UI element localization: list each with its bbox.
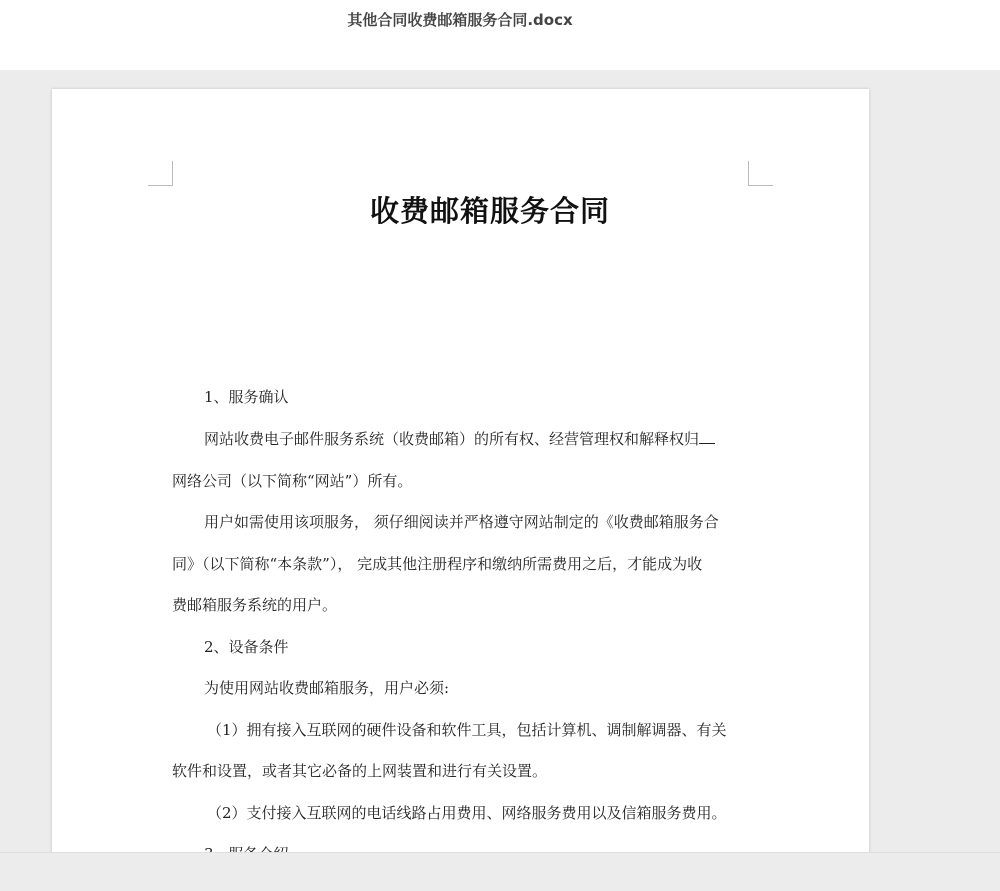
list-item-line: 软件和设置，或者其它必备的上网装置和进行有关设置。 [172, 762, 548, 780]
document-page[interactable] [52, 89, 869, 889]
paragraph-line: 用户如需使用该项服务， 须仔细阅读并严格遵守网站制定的《收费邮箱服务合 [204, 513, 719, 531]
section-heading: 2、设备条件 [204, 638, 289, 656]
document-filename: 其他合同收费邮箱服务合同.docx [347, 11, 573, 29]
title-bar [0, 0, 1000, 70]
section-heading: 1、服务确认 [204, 388, 289, 406]
paragraph-line [204, 428, 715, 449]
paragraph-text: 网站收费电子邮件服务系统（收费邮箱）的所有权、经营管理权和解释权归 [204, 430, 700, 448]
paragraph-line: 为使用网站收费邮箱服务，用户必须: [204, 679, 450, 697]
margin-corner-top-right [748, 161, 773, 186]
paragraph-line: 网络公司（以下简称“网站”）所有。 [172, 472, 413, 490]
margin-corner-top-left [148, 161, 173, 186]
paragraph-line: 同》（以下简称“本条款”）， 完成其他注册程序和缴纳所需费用之后，才能成为收 [172, 555, 703, 573]
fill-in-blank [699, 431, 715, 444]
list-item-line: （2）支付接入互联网的电话线路占用费用、网络服务费用以及信箱服务费用。 [207, 804, 727, 822]
paragraph-line: 费邮箱服务系统的用户。 [172, 596, 338, 614]
document-heading: 收费邮箱服务合同 [369, 194, 610, 228]
list-item-line: （1）拥有接入互联网的硬件设备和软件工具，包括计算机、调制解调器、有关 [207, 721, 727, 739]
bottom-toolbar [0, 852, 1000, 891]
